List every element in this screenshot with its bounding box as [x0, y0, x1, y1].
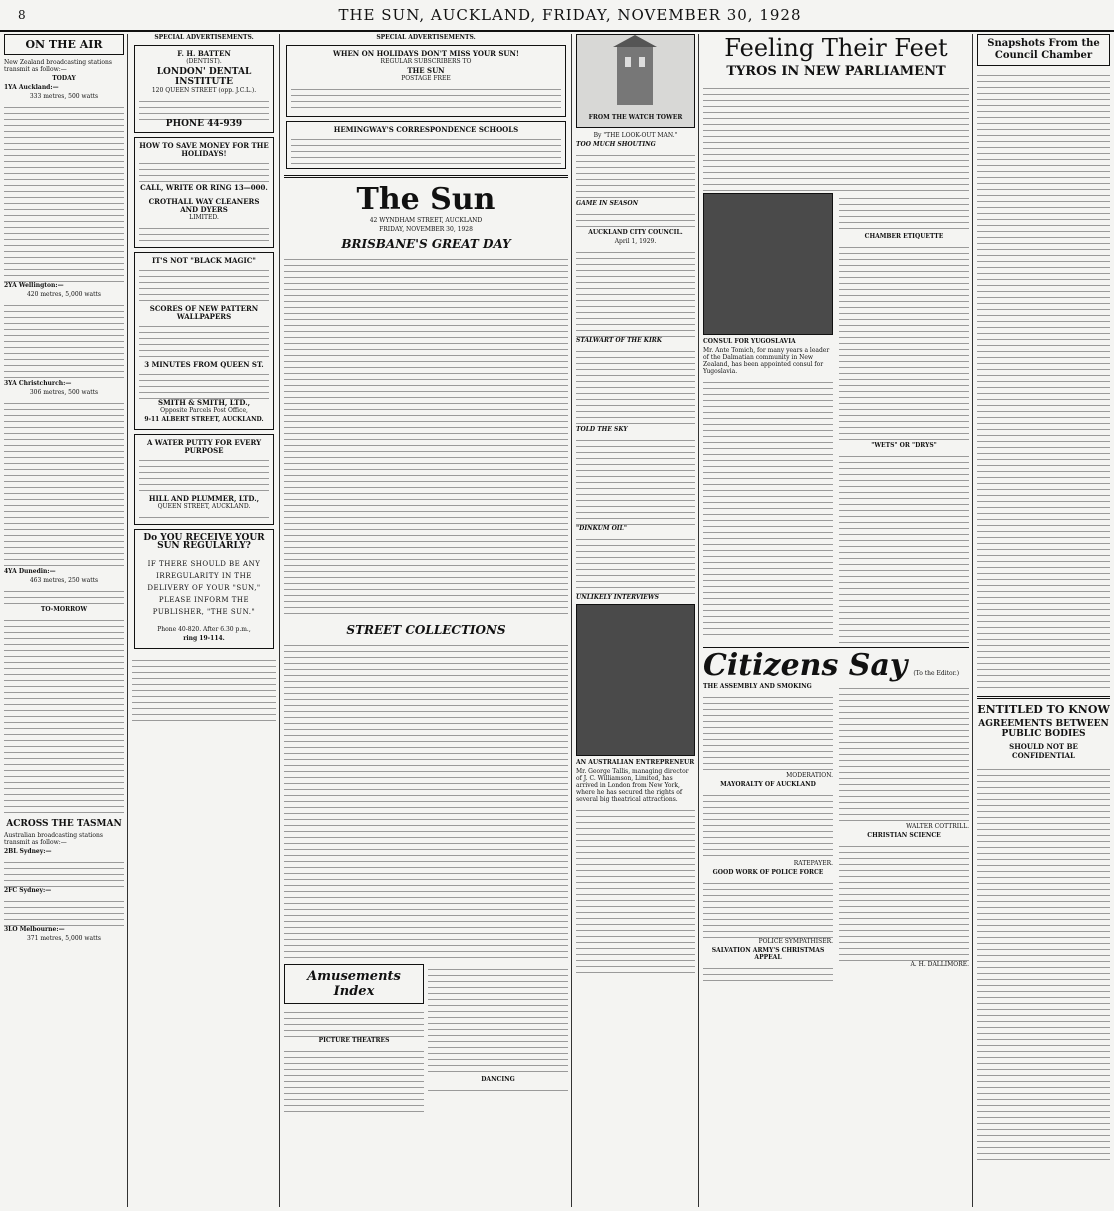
- ads-column: [132, 34, 276, 1207]
- phone-after: Phone 40-820. After 6.30 p.m.,: [157, 626, 251, 633]
- article-text: [703, 83, 969, 193]
- station-3ya: 3YA Christchurch:—: [4, 380, 72, 387]
- letter-mayoralty: MAYORALTY OF AUCKLAND: [720, 781, 816, 788]
- column-rule: [571, 34, 572, 1207]
- street-collections-text: [284, 640, 568, 960]
- station-2ya: 2YA Wellington:—: [4, 282, 64, 289]
- smith-address-2: 9-11 ALBERT STREET, AUCKLAND.: [144, 416, 264, 423]
- delivery-notice: [134, 529, 274, 649]
- the-sun-label: THE SUN: [407, 66, 445, 75]
- hemingway-heading: HEMINGWAY'S CORRESPONDENCE SCHOOLS: [333, 125, 519, 134]
- today-heading: TODAY: [52, 75, 76, 82]
- consul-caption-title: CONSUL FOR YUGOSLAVIA: [703, 338, 796, 345]
- to-the-editor: (To the Editor.): [913, 670, 960, 677]
- letter-christian-science: CHRISTIAN SCIENCE: [867, 832, 941, 839]
- sun-address: 42 WYNDHAM STREET, AUCKLAND: [369, 217, 483, 224]
- ad-text: [139, 321, 269, 361]
- station-2bl: 2BL Sydney:—: [4, 848, 52, 855]
- hemingway-ad: [286, 121, 566, 169]
- programme-text: [4, 398, 124, 568]
- signature-moderation: MODERATION.: [786, 772, 833, 779]
- snapshots-heading: Snapshots From the: [987, 38, 1100, 49]
- holiday-subscription-ad: [286, 45, 566, 117]
- tower-window: [625, 57, 631, 67]
- item-unlikely-interviews: UNLIKELY INTERVIEWS: [576, 594, 659, 601]
- item-told-the-sky: TOLD THE SKY: [576, 426, 628, 433]
- howto-heading: HOW TO SAVE MONEY FOR THE HOLIDAYS!: [139, 141, 269, 158]
- article-text: [839, 242, 969, 442]
- masthead: [0, 0, 1114, 32]
- dancing-heading: DANCING: [481, 1076, 515, 1083]
- radio-column: [4, 34, 124, 1207]
- batten-phone: PHONE 44-939: [165, 119, 243, 129]
- item-stalwart-kirk: STALWART OF THE KIRK: [576, 337, 662, 344]
- batten-ad: [134, 45, 274, 133]
- hill-name: HILL AND PLUMMER, LTD.,: [148, 494, 260, 503]
- letter-text: [703, 692, 833, 772]
- putty-heading: A WATER PUTTY FOR EVERY PURPOSE: [146, 438, 262, 455]
- batten-institute: LONDON' DENTAL INSTITUTE: [156, 67, 252, 87]
- station-3lo: 3LO Melbourne:—: [4, 926, 65, 933]
- letter-police-force: GOOD WORK OF POLICE FORCE: [712, 869, 824, 876]
- station-3lo-power: 371 metres, 5,000 watts: [26, 935, 102, 942]
- putty-ad: [134, 434, 274, 525]
- parliament-column: [703, 34, 969, 1207]
- minutes-heading: 3 MINUTES FROM QUEEN ST.: [144, 360, 264, 369]
- watch-tower-title: FROM THE WATCH TOWER: [588, 114, 683, 121]
- tower-body: [617, 45, 653, 105]
- ad-text: [139, 265, 269, 305]
- agreements-text: [977, 764, 1110, 1164]
- editorial-date: FRIDAY, NOVEMBER 30, 1928: [379, 226, 473, 233]
- page-number: 8: [18, 8, 26, 22]
- column-text: [576, 247, 695, 337]
- article-text: [703, 377, 833, 637]
- signature-dallimore: A. H. DALLIMORE.: [910, 961, 969, 968]
- photo-caption-title: AN AUSTRALIAN ENTREPRENEUR: [576, 759, 695, 766]
- batten-sub: (DENTIST).: [186, 58, 222, 65]
- amusements-heading: Amusements Index: [307, 969, 401, 999]
- article-text: [839, 193, 969, 233]
- article-text: [839, 451, 969, 643]
- column-rule: [698, 34, 699, 1207]
- tyros-subheadline: TYROS IN NEW PARLIAMENT: [726, 64, 946, 79]
- column-text: [576, 150, 695, 200]
- item-dinkum-oil: "DINKUM OIL": [576, 525, 627, 532]
- on-the-air-heading: ON THE AIR: [25, 38, 103, 51]
- not-black-magic: IT'S NOT "BLACK MAGIC": [152, 256, 256, 265]
- not-confidential-heading: SHOULD NOT BE CONFIDENTIAL: [1009, 742, 1078, 760]
- column-text: [576, 209, 695, 229]
- letter-text: [839, 841, 969, 961]
- watch-tower-column: [576, 34, 695, 1207]
- crothall-sub: LIMITED.: [189, 214, 219, 221]
- watch-tower-banner: [576, 34, 695, 128]
- editorial-column: [284, 34, 568, 1207]
- amusements-text: [284, 1046, 424, 1116]
- station-1ya: 1YA Auckland:—: [4, 84, 59, 91]
- city-council-date: April 1, 1929.: [614, 238, 657, 245]
- crothall-name: CROTHALL WAY CLEANERS AND DYERS: [148, 197, 260, 214]
- feeling-their-feet-headline: Feeling Their Feet: [724, 34, 948, 62]
- picture-theatres-heading: PICTURE THEATRES: [318, 1037, 390, 1044]
- smith-name: SMITH & SMITH, LTD.,: [157, 398, 251, 407]
- batten-address: 120 QUEEN STREET (opp. J.C.L.).: [151, 87, 257, 94]
- station-3ya-power: 306 metres, 500 watts: [29, 389, 99, 396]
- ad-text: [139, 223, 269, 243]
- column-text: [576, 346, 695, 426]
- letter-text: [839, 683, 969, 823]
- street-collections-headline: STREET COLLECTIONS: [346, 623, 506, 637]
- programme-text: [4, 857, 124, 887]
- entitled-to-know-heading: ENTITLED TO KNOW: [977, 703, 1110, 716]
- tallis-portrait: [576, 604, 695, 756]
- receive-line-1: Do YOU RECEIVE YOUR: [143, 533, 265, 543]
- programme-text: [4, 300, 124, 380]
- sun-nameplate: The Sun: [356, 182, 496, 217]
- letter-text: [703, 878, 833, 938]
- city-council-notice: AUCKLAND CITY COUNCIL.: [588, 229, 683, 236]
- radio-intro: New Zealand broadcasting stations transmit as follow:—: [4, 59, 112, 73]
- station-2ya-power: 420 metres, 5,000 watts: [26, 291, 102, 298]
- signature-ratepayer: RATEPAYER.: [793, 860, 833, 867]
- amusements-text: [428, 1085, 568, 1095]
- programme-text: [4, 615, 124, 815]
- batten-name: F. H. BATTEN: [177, 49, 231, 58]
- column-text: [576, 435, 695, 525]
- special-ads-heading: SPECIAL ADVERTISEMENTS.: [154, 34, 254, 41]
- ad-text: [139, 96, 269, 120]
- citizens-say-headline: Citizens Say: [703, 648, 908, 683]
- amusements-index-box: [284, 964, 424, 1004]
- programme-text: [4, 896, 124, 926]
- photo-caption: Mr. George Tallis, managing director of J. C. Williamson, Limited, has arrived in London from New York, where he has secured the rights of several big theatrical attractions.: [576, 768, 689, 803]
- tomorrow-heading: TO-MORROW: [40, 606, 88, 613]
- column-rule: [972, 34, 973, 1207]
- column-text: [576, 534, 695, 594]
- postage-free: POSTAGE FREE: [401, 75, 451, 82]
- ad-text: [291, 84, 561, 112]
- amusements-text: [428, 964, 568, 1076]
- station-4ya: 4YA Dunedin:—: [4, 568, 56, 575]
- council-chamber-heading: Council Chamber: [994, 50, 1093, 61]
- snapshots-text: [977, 70, 1110, 690]
- ad-text: [139, 512, 269, 520]
- ad-text: [139, 158, 269, 184]
- call-write-ring: CALL, WRITE OR RING 13—000.: [140, 183, 268, 192]
- tower-roof: [613, 35, 657, 47]
- council-column: [977, 34, 1110, 1207]
- ad-text: [139, 455, 269, 495]
- letter-assembly-smoking: THE ASSEMBLY AND SMOKING: [703, 683, 812, 690]
- holidays-heading: WHEN ON HOLIDAYS DON'T MISS YOUR SUN!: [333, 49, 519, 58]
- receive-line-2: SUN REGULARLY?: [157, 541, 251, 551]
- column-text: [576, 805, 695, 975]
- station-4ya-power: 463 metres, 250 watts: [29, 577, 99, 584]
- ad-text: [139, 369, 269, 399]
- across-tasman-heading: ACROSS THE TASMAN: [6, 819, 122, 829]
- column-rule: [127, 34, 128, 1207]
- ad-text: [132, 655, 276, 725]
- item-game-in-season: GAME IN SEASON: [576, 200, 639, 207]
- tower-window: [639, 57, 645, 67]
- ring-number: ring 19-114.: [183, 635, 225, 642]
- regular-subscribers: REGULAR SUBSCRIBERS TO: [380, 58, 472, 65]
- ad-text: [291, 134, 561, 164]
- wets-or-drys-heading: "WETS" OR "DRYS": [871, 442, 937, 449]
- smith-address: Opposite Parcels Post Office,: [160, 407, 248, 414]
- letter-text: [703, 963, 833, 983]
- crothall-ad: [134, 137, 274, 248]
- special-ads-heading-2: SPECIAL ADVERTISEMENTS.: [376, 34, 476, 41]
- irregularity-notice: IF THERE SHOULD BE ANY IRREGULARITY IN THE DELIVERY OF YOUR "SUN," PLEASE INFORM THE PUBLISHER, "THE SUN.": [147, 560, 261, 616]
- wallpaper-ad: [134, 252, 274, 430]
- consul-caption: Mr. Ante Tomich, for many years a leader of the Dalmatian community in New Zealand, has been appointed consul for Yugoslavia.: [703, 347, 830, 375]
- station-2fc: 2FC Sydney:—: [4, 887, 52, 894]
- consul-portrait: [703, 193, 833, 335]
- agreements-heading: AGREEMENTS BETWEEN PUBLIC BODIES: [978, 719, 1109, 739]
- editorial-text: [284, 254, 568, 619]
- hill-sub: QUEEN STREET, AUCKLAND.: [157, 503, 251, 510]
- letter-text: [703, 790, 833, 860]
- programme-text: [4, 586, 124, 606]
- programme-text: [4, 102, 124, 282]
- letter-salvation-army: SALVATION ARMY'S CHRISTMAS APPEAL: [711, 947, 825, 961]
- tasman-intro: Australian broadcasting stations transmit as follow:—: [4, 832, 103, 846]
- amusements-text: [284, 1007, 424, 1037]
- item-too-much-shouting: TOO MUCH SHOUTING: [576, 141, 656, 148]
- wallpapers-heading: SCORES OF NEW PATTERN WALLPAPERS: [149, 304, 259, 321]
- signature-cottrill: WALTER COTTRILL.: [906, 823, 969, 830]
- signature-police-sympathiser: POLICE SYMPATHISER.: [758, 938, 833, 945]
- watch-tower-byline: By "THE LOOK-OUT MAN.": [593, 132, 678, 139]
- newspaper-dateline: THE SUN, AUCKLAND, FRIDAY, NOVEMBER 30, 1928: [338, 6, 802, 24]
- chamber-etiquette-heading: CHAMBER ETIQUETTE: [864, 233, 944, 240]
- editorial-headline: BRISBANE'S GREAT DAY: [341, 237, 511, 251]
- column-rule: [279, 34, 280, 1207]
- snapshots-heading-box: [977, 34, 1110, 66]
- station-1ya-power: 333 metres, 500 watts: [29, 93, 99, 100]
